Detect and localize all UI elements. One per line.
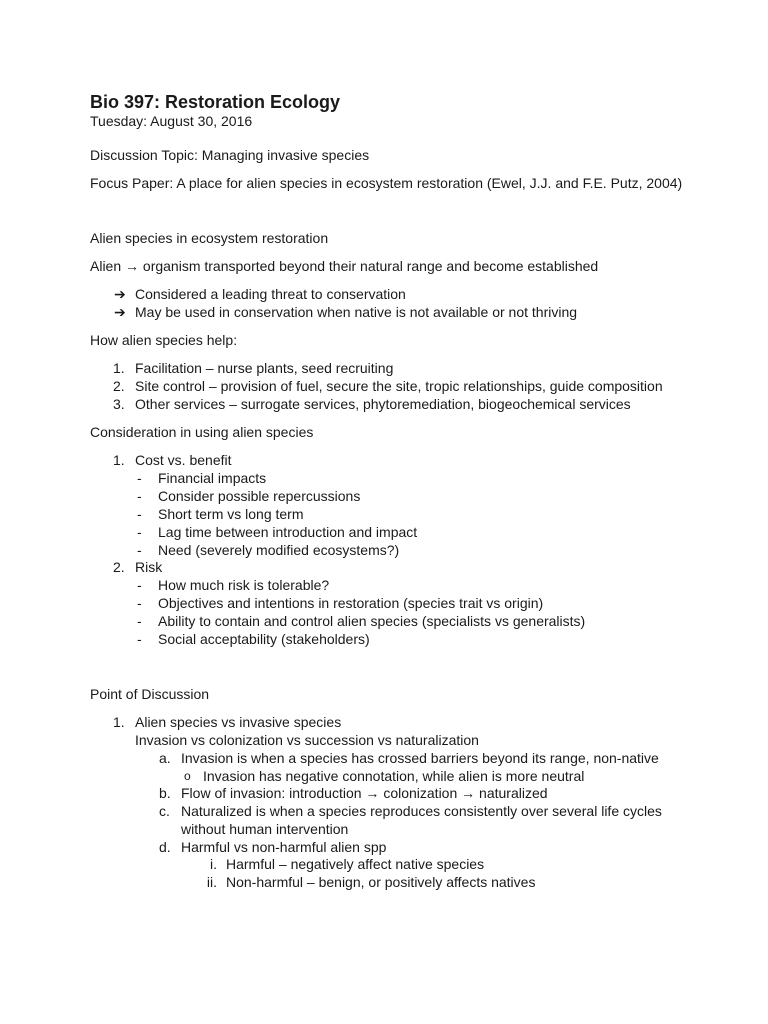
alpha-label: c. xyxy=(159,803,170,819)
roman-label: i. xyxy=(210,856,217,872)
dash-bullet-icon: - xyxy=(137,613,142,629)
list-item-subline: Invasion vs colonization vs succession vs naturalization xyxy=(135,732,479,748)
roman-item: Harmful – negatively affect native species xyxy=(226,856,485,872)
sub-item: Short term vs long term xyxy=(158,506,304,522)
focus-paper: Focus Paper: A place for alien species in ecosystem restoration (Ewel, J.J. and F.E. Putz, 2004) xyxy=(90,175,683,191)
roman-label: ii. xyxy=(206,874,217,890)
sub-item: How much risk is tolerable? xyxy=(158,577,330,593)
circle-sub-item: Invasion has negative connotation, while alien is more neutral xyxy=(203,768,585,784)
bullet-text: Considered a leading threat to conservation xyxy=(135,286,406,302)
dash-bullet-icon: - xyxy=(137,542,142,558)
list-number: 3. xyxy=(113,396,125,412)
page-title: Bio 397: Restoration Ecology xyxy=(90,92,341,112)
alien-definition: Alien → organism transported beyond their natural range and become established xyxy=(90,258,599,274)
list-number: 1. xyxy=(113,452,125,468)
list-item: Facilitation – nurse plants, seed recruiting xyxy=(135,360,394,376)
dash-bullet-icon: - xyxy=(137,631,142,647)
alpha-label: d. xyxy=(159,839,171,855)
list-number: 1. xyxy=(113,360,125,376)
list-number: 2. xyxy=(113,559,125,575)
arrow-bullet-icon: ➔ xyxy=(114,286,126,302)
bullet-text: May be used in conservation when native is not available or not thriving xyxy=(135,304,578,320)
section-heading-how-alien-species-help: How alien species help: xyxy=(90,332,238,348)
sub-item: Lag time between introduction and impact xyxy=(158,524,418,540)
sub-item: Objectives and intentions in restoration (species trait vs origin) xyxy=(158,595,544,611)
list-item: Cost vs. benefit xyxy=(135,452,232,468)
alpha-label: b. xyxy=(159,785,171,801)
alpha-item: Invasion is when a species has crossed barriers beyond its range, non-native xyxy=(181,750,659,766)
alpha-item: Harmful vs non-harmful alien spp xyxy=(181,839,387,855)
sub-item: Ability to contain and control alien species (specialists vs generalists) xyxy=(158,613,586,629)
list-number: 1. xyxy=(113,714,125,730)
list-item: Risk xyxy=(135,559,163,575)
list-number: 2. xyxy=(113,378,125,394)
dash-bullet-icon: - xyxy=(137,595,142,611)
list-item: Site control – provision of fuel, secure the site, tropic relationships, guide composition xyxy=(135,378,663,394)
section-heading-consideration: Consideration in using alien species xyxy=(90,424,314,440)
alpha-item-continued: without human intervention xyxy=(181,821,349,837)
list-item: Alien species vs invasive species xyxy=(135,714,342,730)
list-item: Other services – surrogate services, phytoremediation, biogeochemical services xyxy=(135,396,631,412)
arrow-bullet-icon: ➔ xyxy=(114,304,126,320)
sub-item: Social acceptability (stakeholders) xyxy=(158,631,370,647)
sub-item: Financial impacts xyxy=(158,470,267,486)
dash-bullet-icon: - xyxy=(137,488,142,504)
dash-bullet-icon: - xyxy=(137,506,142,522)
alpha-label: a. xyxy=(159,750,171,766)
discussion-topic: Discussion Topic: Managing invasive species xyxy=(90,147,370,163)
sub-item: Need (severely modified ecosystems?) xyxy=(158,542,400,558)
date-line: Tuesday: August 30, 2016 xyxy=(90,113,253,129)
sub-item: Consider possible repercussions xyxy=(158,488,361,504)
dash-bullet-icon: - xyxy=(137,470,142,486)
dash-bullet-icon: - xyxy=(137,577,142,593)
alpha-item: Naturalized is when a species reproduces consistently over several life cycles xyxy=(181,803,662,819)
roman-item: Non-harmful – benign, or positively affects natives xyxy=(226,874,536,890)
dash-bullet-icon: - xyxy=(137,524,142,540)
section-heading-alien-species: Alien species in ecosystem restoration xyxy=(90,230,329,246)
section-heading-point-of-discussion: Point of Discussion xyxy=(90,686,210,702)
circle-bullet-icon: o xyxy=(184,769,191,783)
alpha-item: Flow of invasion: introduction → colonization → naturalized xyxy=(181,785,548,801)
